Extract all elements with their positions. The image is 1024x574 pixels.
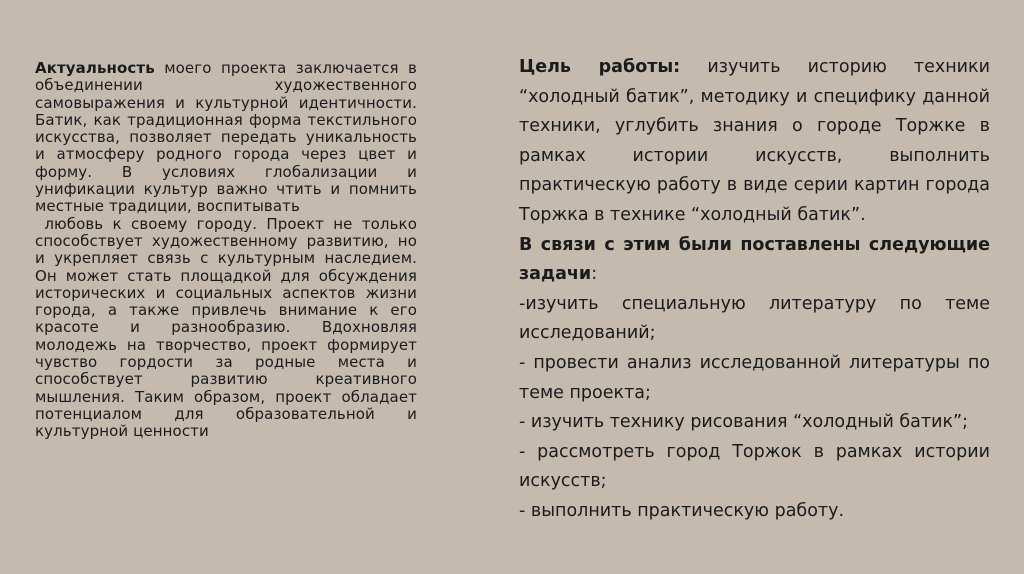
task-item: -изучить специальную литературу по теме исследований; [519, 293, 990, 344]
relevance-text-1: моего проекта заключается в объединении художественного самовыражения и культурной идентичности. Батик, как традиционная форма текстильного искусства, позволяет передать уникальность и атмосферу родного города через цвет и форму. В условиях глобализации и унификации культур важно чтить и помнить местные традиции, воспитывать [35, 59, 417, 216]
goal-heading: Цель работы: [519, 57, 681, 77]
relevance-text-2: любовь к своему городу. Проект не только способствует художественному развитию, но и укрепляет связь с культурным наследием. Он может стать площадкой для обсуждения исторических и социальных аспектов жизни города, а также привлечь внимание к его красоте и разнообразию. Вдохновляя молодежь на творчество, проект формирует чувство гордости за родные места и способствует развитию креативного мышления. Таким образом, проект обладает потенциалом для образовательной и культурной ценности [35, 214, 417, 441]
task-item: - изучить технику рисования “холодный батик”; [519, 412, 969, 433]
task-item: - выполнить практическую работу. [519, 500, 845, 521]
relevance-heading: Актуальность [35, 59, 155, 77]
relevance-paragraph-2 [35, 216, 417, 441]
task-item: - провести анализ исследованной литературы по теме проекта; [519, 352, 990, 403]
goal-paragraph [519, 53, 990, 231]
tasks-heading-line [519, 231, 990, 290]
task-item: - рассмотреть город Торжок в рамках истории искусств; [519, 441, 990, 492]
relevance-column [35, 60, 417, 441]
goal-column [519, 53, 990, 527]
relevance-paragraph-1 [35, 60, 417, 216]
goal-text: изучить историю техники “холодный батик”, методику и специфику данной техники, углубить знания о городе Торжке в рамках истории искусств, выполнить практическую работу в виде серии картин города Торжка в технике “холодный батик”. [519, 57, 990, 225]
tasks-heading: В связи с этим были поставлены следующие задачи [519, 234, 990, 285]
tasks-heading-colon: : [591, 264, 598, 285]
